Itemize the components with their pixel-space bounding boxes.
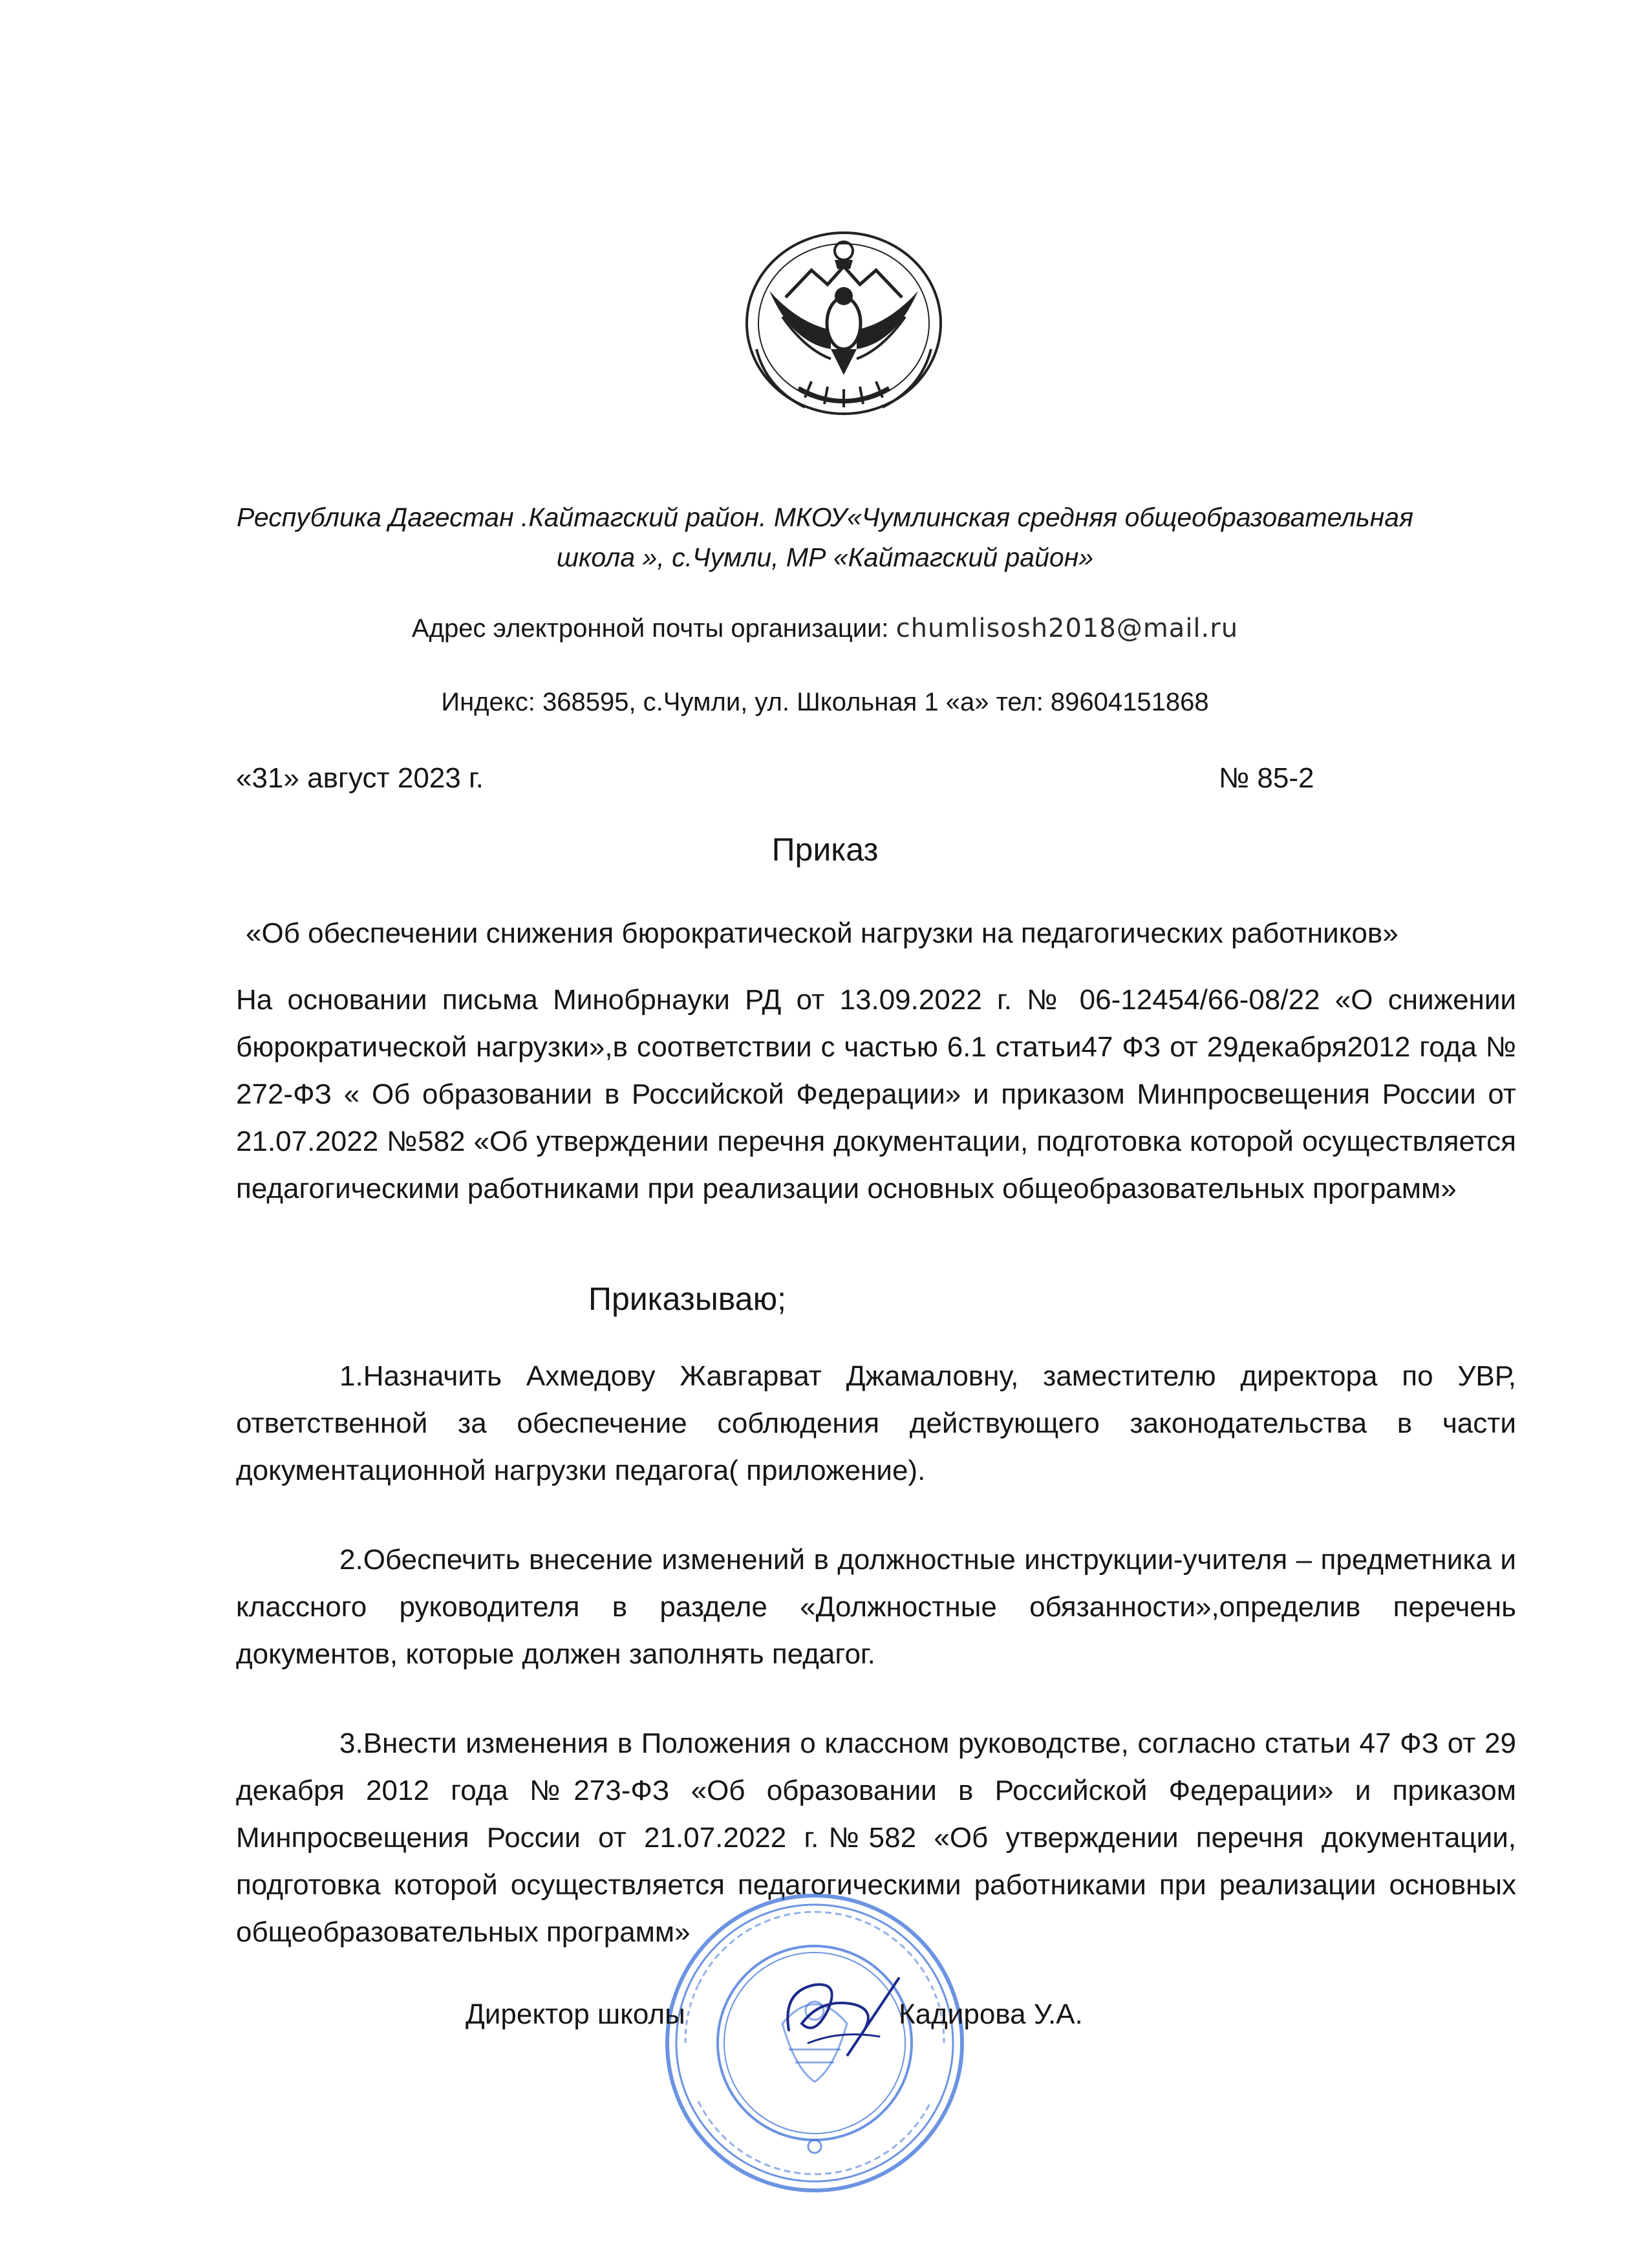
handwritten-signature-icon	[763, 1952, 918, 2082]
address-line: Индекс: 368595, с.Чумли, ул. Школьная 1 «а» тел: 89604151868	[441, 688, 1209, 716]
order-directive: Приказываю;	[588, 1281, 786, 1317]
email-line	[0, 610, 1650, 647]
coat-of-arms-icon	[721, 220, 967, 427]
organization-line-2: школа », с.Чумли, МР «Кайтагский район»	[556, 542, 1094, 572]
signature-position: Директор школы	[466, 1998, 685, 2030]
document-title: Приказ	[771, 831, 879, 868]
organization-line-1: Республика Дагестан .Кайтагский район. МКОУ«Чумлинская средняя общеобразовательная	[237, 502, 1413, 532]
order-basis: На основании письма Минобрнауки РД от 13.09.2022 г. № 06-12454/66-08/22 «О снижении бюрократической нагрузки»,в соответствии с частью 6.1 статьи47 ФЗ от 29декабря2012 года № 272-ФЗ « Об образовании в Российской Федерации» и приказом Минпросвещения России от 21.07.2022 №582 «Об утверждении перечня документации, подготовка которой осуществляется педагогическими работниками при реализации основных общеобразовательных программ»	[236, 984, 1516, 1204]
order-number: № 85-2	[1219, 762, 1314, 794]
order-item-1: 1.Назначить Ахмедову Жавгарват Джамаловну, заместителю директора по УВР, ответственной за обеспечение соблюдения действующего законодательства в части документационной нагрузки педагога( приложение).	[236, 1360, 1516, 1486]
email-label: Адрес электронной почты организации:	[411, 614, 896, 643]
order-item-3: 3.Внести изменения в Положения о классном руководстве, согласно статьи 47 ФЗ от 29 декабря 2012 года №273-ФЗ «Об образовании в Российской Федерации» и приказом Минпросвещения России от 21.07.2022 г.№582 «Об утверждении перечня документации, подготовка которой осуществляется педагогическими работниками при реализации основных общеобразовательных программ»	[236, 1728, 1516, 1948]
signature-name: Кадирова У.А.	[899, 1998, 1083, 2030]
order-subject: «Об обеспечении снижения бюрократической нагрузки на педагогических работников»	[246, 917, 1398, 949]
email-address: chumlisosh2018@mail.ru	[895, 614, 1239, 643]
order-item-2: 2.Обеспечить внесение изменений в должностные инструкции-учителя – предметника и классного руководителя в разделе «Должностные обязанности»,определив перечень документов, которые должен заполнять педагог.	[236, 1544, 1516, 1670]
order-date: «31» август 2023 г.	[236, 762, 484, 794]
